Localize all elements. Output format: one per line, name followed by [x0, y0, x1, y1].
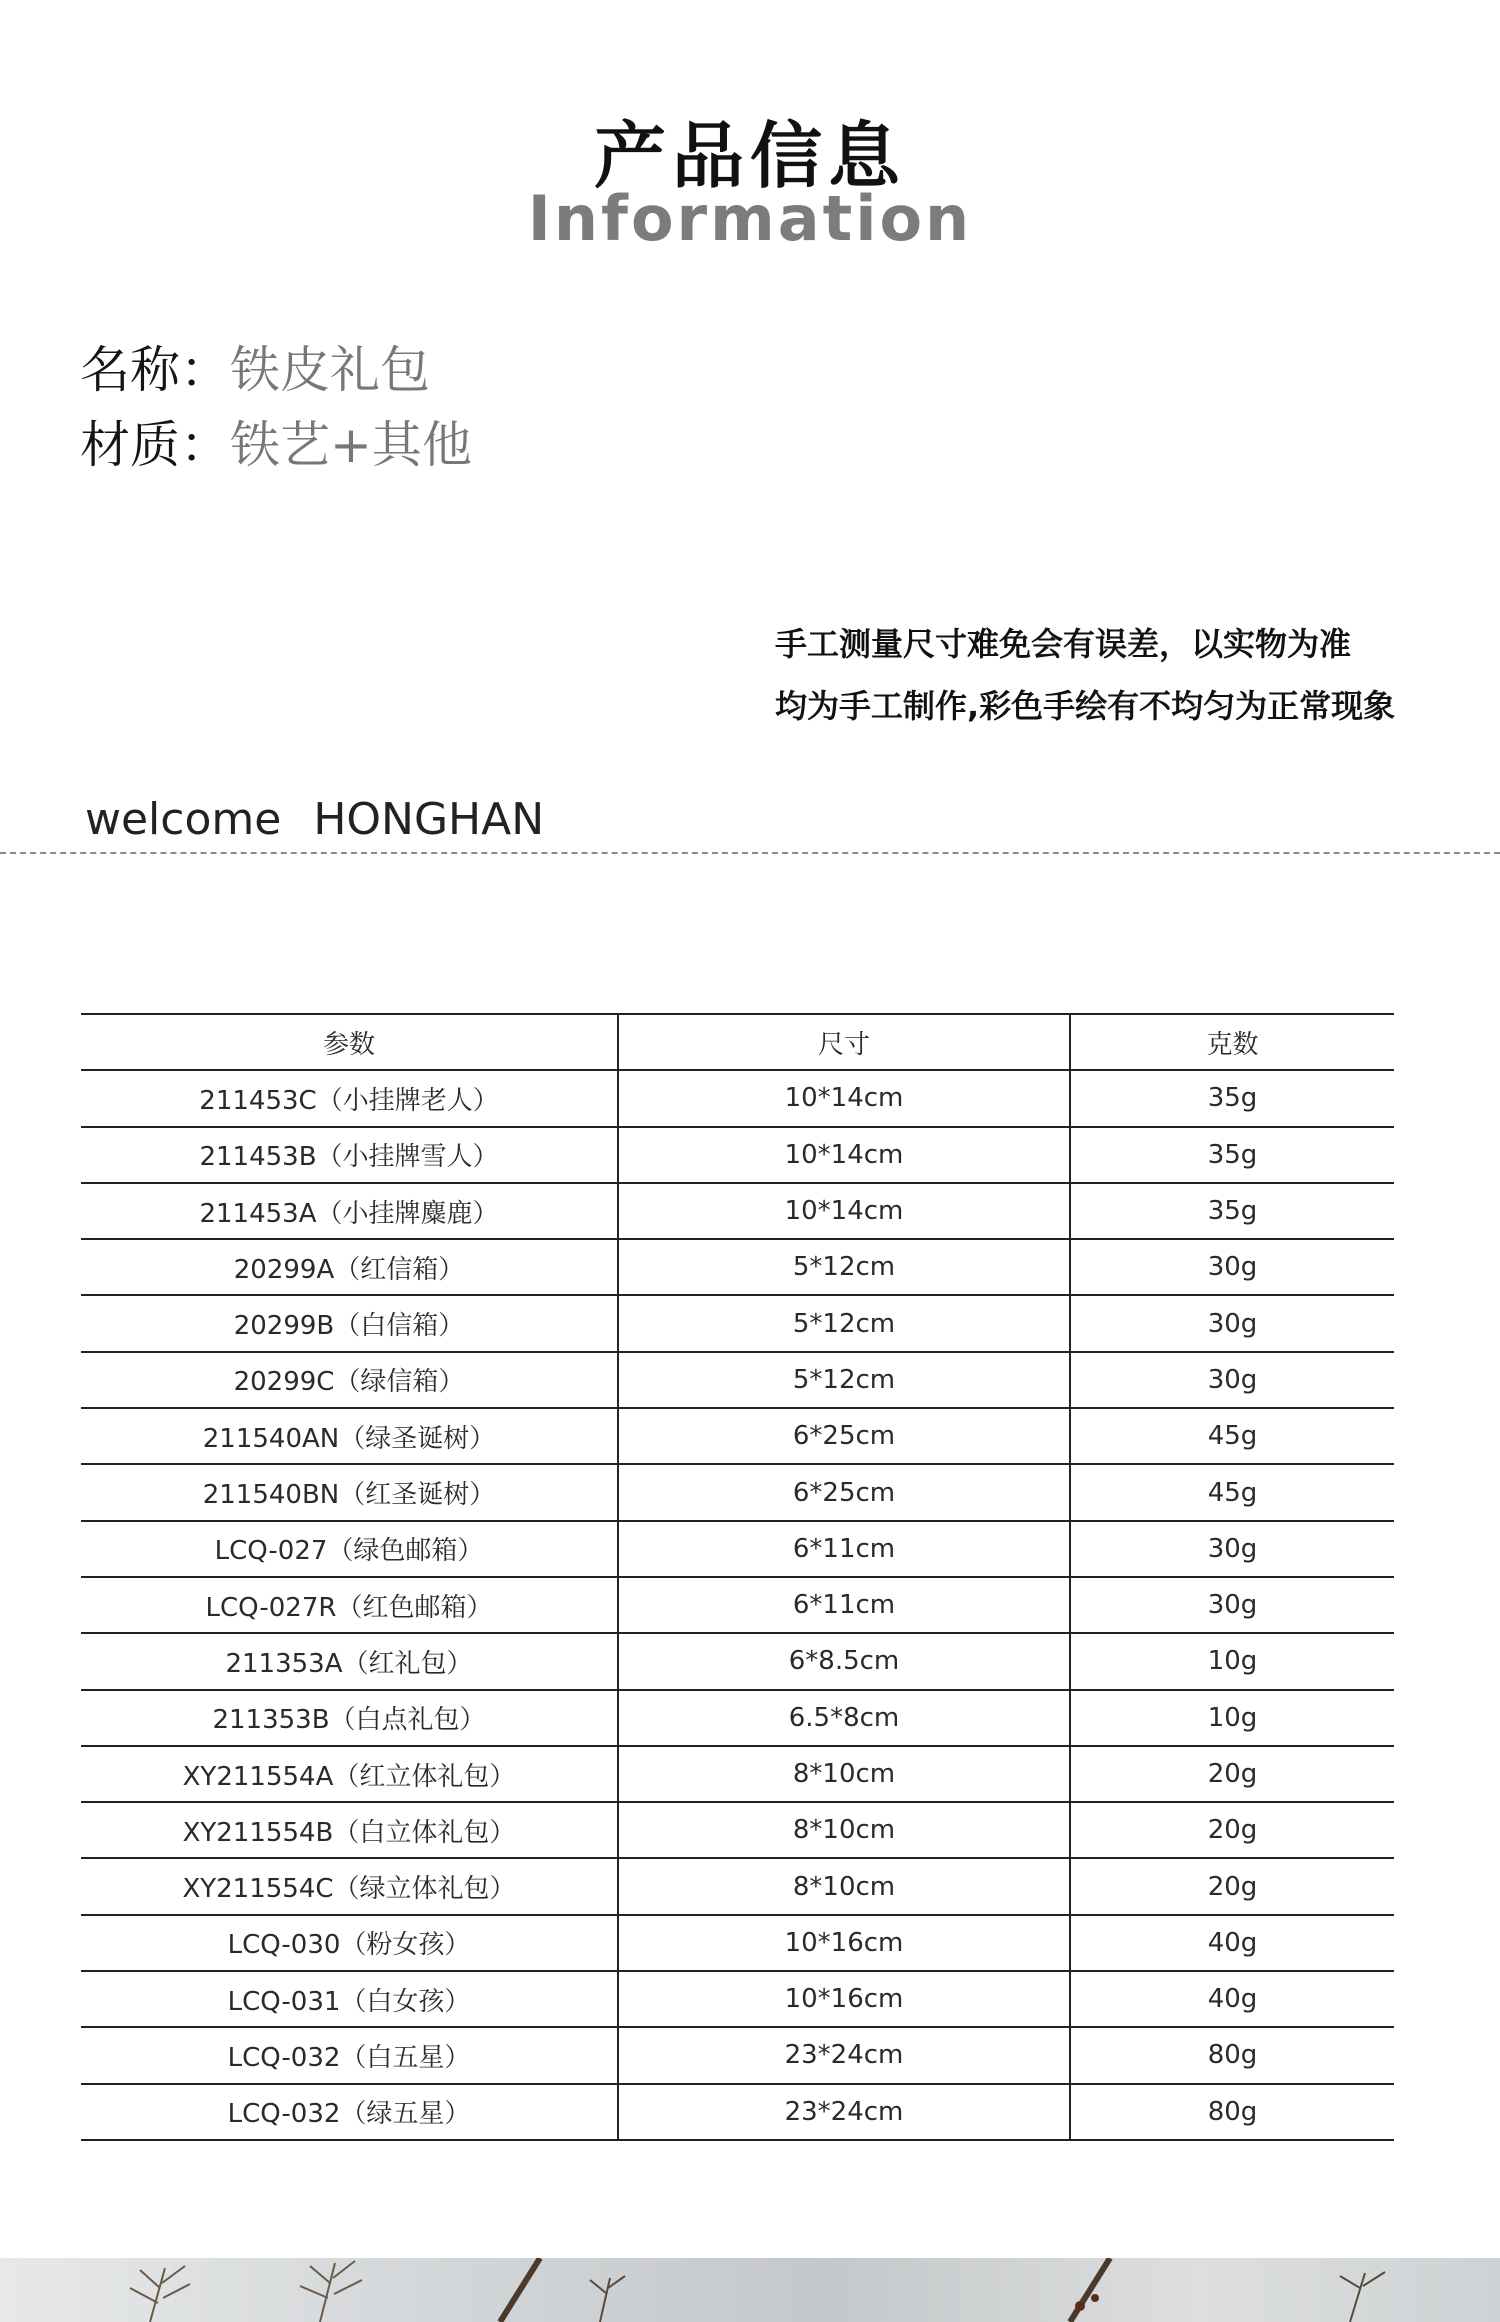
- spec-table: [81, 1013, 1394, 2141]
- table-row: [81, 1577, 1394, 1633]
- cell-param: 20299A（红信箱）: [81, 1239, 618, 1295]
- table-row: [81, 1858, 1394, 1914]
- table-row: [81, 1971, 1394, 2027]
- welcome-line: [85, 794, 545, 845]
- table-row: [81, 1690, 1394, 1746]
- cell-size: 23*24cm: [618, 2084, 1070, 2140]
- cell-size: 8*10cm: [618, 1746, 1070, 1802]
- pine-branch-photo: [0, 2258, 1500, 2322]
- cell-size: 10*14cm: [618, 1183, 1070, 1239]
- cell-param: 20299B（白信箱）: [81, 1295, 618, 1351]
- cell-param: 211453B（小挂牌雪人）: [81, 1127, 618, 1183]
- cell-weight: 30g: [1070, 1577, 1394, 1633]
- cell-size: 5*12cm: [618, 1352, 1070, 1408]
- cell-size: 5*12cm: [618, 1295, 1070, 1351]
- handmade-note: 均为手工制作,彩色手绘有不均匀为正常现象: [775, 687, 1396, 725]
- table-row: [81, 1127, 1394, 1183]
- cell-param: 20299C（绿信箱）: [81, 1352, 618, 1408]
- table-row: [81, 1352, 1394, 1408]
- table-row: [81, 2084, 1394, 2140]
- cell-size: 8*10cm: [618, 1858, 1070, 1914]
- table-row: [81, 1746, 1394, 1802]
- cell-weight: 40g: [1070, 1971, 1394, 2027]
- cell-param: LCQ-032（绿五星）: [81, 2084, 618, 2140]
- cell-weight: 30g: [1070, 1352, 1394, 1408]
- cell-param: XY211554A（红立体礼包）: [81, 1746, 618, 1802]
- cell-size: 23*24cm: [618, 2027, 1070, 2083]
- table-row: [81, 1915, 1394, 1971]
- cell-weight: 30g: [1070, 1521, 1394, 1577]
- measurement-note: 手工测量尺寸难免会有误差，以实物为准: [775, 625, 1352, 663]
- cell-size: 6*8.5cm: [618, 1633, 1070, 1689]
- cell-weight: 30g: [1070, 1239, 1394, 1295]
- cell-size: 10*14cm: [618, 1070, 1070, 1126]
- product-material-row: [80, 416, 472, 474]
- table-row: [81, 1295, 1394, 1351]
- table-row: [81, 1408, 1394, 1464]
- header-weight: 克数: [1070, 1014, 1394, 1070]
- cell-weight: 20g: [1070, 1858, 1394, 1914]
- bottom-photo: [0, 2258, 1500, 2322]
- cell-weight: 40g: [1070, 1915, 1394, 1971]
- cell-param: LCQ-030（粉女孩）: [81, 1915, 618, 1971]
- cell-weight: 20g: [1070, 1802, 1394, 1858]
- cell-param: 211540BN（红圣诞树）: [81, 1464, 618, 1520]
- dashed-divider: [0, 852, 1500, 854]
- cell-param: 211353A（红礼包）: [81, 1633, 618, 1689]
- cell-size: 6*25cm: [618, 1464, 1070, 1520]
- cell-size: 10*16cm: [618, 1915, 1070, 1971]
- cell-size: 10*16cm: [618, 1971, 1070, 2027]
- cell-param: 211540AN（绿圣诞树）: [81, 1408, 618, 1464]
- product-material-value: 铁艺+其他: [230, 416, 472, 474]
- cell-param: 211353B（白点礼包）: [81, 1690, 618, 1746]
- table-header-row: [81, 1014, 1394, 1070]
- cell-param: XY211554C（绿立体礼包）: [81, 1858, 618, 1914]
- header-param: 参数: [81, 1014, 618, 1070]
- cell-param: LCQ-031（白女孩）: [81, 1971, 618, 2027]
- cell-weight: 35g: [1070, 1070, 1394, 1126]
- cell-size: 8*10cm: [618, 1802, 1070, 1858]
- product-name-label: 名称：: [80, 341, 230, 399]
- cell-weight: 20g: [1070, 1746, 1394, 1802]
- product-name-value: 铁皮礼包: [230, 341, 430, 399]
- cell-weight: 30g: [1070, 1295, 1394, 1351]
- cell-weight: 80g: [1070, 2027, 1394, 2083]
- cell-size: 10*14cm: [618, 1127, 1070, 1183]
- cell-weight: 80g: [1070, 2084, 1394, 2140]
- brand-name: HONGHAN: [313, 794, 545, 845]
- table-row: [81, 1521, 1394, 1577]
- header-size: 尺寸: [618, 1014, 1070, 1070]
- product-material-label: 材质：: [80, 416, 230, 474]
- page-subtitle: Information: [527, 182, 973, 255]
- cell-param: 211453A（小挂牌麋鹿）: [81, 1183, 618, 1239]
- page-title: 产品信息: [593, 114, 906, 198]
- cell-weight: 45g: [1070, 1464, 1394, 1520]
- cell-weight: 35g: [1070, 1127, 1394, 1183]
- cell-weight: 35g: [1070, 1183, 1394, 1239]
- cell-param: LCQ-032（白五星）: [81, 2027, 618, 2083]
- welcome-text: welcome: [85, 794, 282, 845]
- table-row: [81, 1464, 1394, 1520]
- cell-param: LCQ-027（绿色邮箱）: [81, 1521, 618, 1577]
- cell-param: XY211554B（白立体礼包）: [81, 1802, 618, 1858]
- cell-param: LCQ-027R（红色邮箱）: [81, 1577, 618, 1633]
- cell-param: 211453C（小挂牌老人）: [81, 1070, 618, 1126]
- cell-weight: 45g: [1070, 1408, 1394, 1464]
- cell-size: 6*11cm: [618, 1521, 1070, 1577]
- product-name-row: [80, 341, 430, 399]
- table-body: [81, 1070, 1394, 2140]
- cell-weight: 10g: [1070, 1690, 1394, 1746]
- cell-size: 6.5*8cm: [618, 1690, 1070, 1746]
- cell-size: 6*25cm: [618, 1408, 1070, 1464]
- cell-size: 5*12cm: [618, 1239, 1070, 1295]
- cell-size: 6*11cm: [618, 1577, 1070, 1633]
- table-row: [81, 1633, 1394, 1689]
- table-row: [81, 1802, 1394, 1858]
- cell-weight: 10g: [1070, 1633, 1394, 1689]
- table-row: [81, 1239, 1394, 1295]
- table-row: [81, 1070, 1394, 1126]
- table-row: [81, 1183, 1394, 1239]
- table-row: [81, 2027, 1394, 2083]
